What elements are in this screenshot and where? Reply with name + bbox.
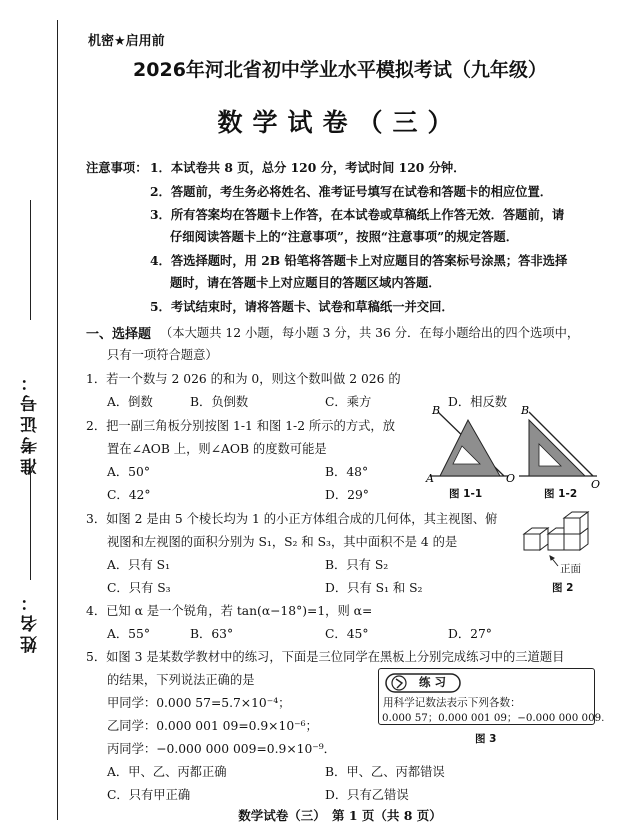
paper-title: 数学试卷（三） [217, 108, 463, 137]
practice-numbers: 0.000 57；0.000 001 09；−0.000 000 009. [382, 712, 605, 724]
fig1-1-label-a: A [426, 472, 434, 485]
practice-instruction: 用科学记数法表示下列各数： [383, 697, 521, 709]
q3-option-b[interactable]: B．只有 S₂ [325, 558, 389, 572]
q4-option-d[interactable]: D．27° [448, 627, 492, 641]
figure-1-1 [420, 400, 515, 488]
fig1-2-label-b: B [521, 404, 530, 417]
q4-option-c[interactable]: C．45° [325, 627, 369, 641]
q4-stem: 4．已知 α 是一个锐角，若 tan(α−18°)=1，则 α= [86, 604, 373, 618]
figure-1-2 [515, 400, 600, 488]
q2-option-d[interactable]: D．29° [325, 488, 369, 502]
fig3-caption: 图 3 [475, 733, 497, 745]
q2-option-c[interactable]: C．42° [107, 488, 151, 502]
q3-option-c[interactable]: C．只有 S₃ [107, 581, 171, 595]
q5-option-a[interactable]: A．甲、乙、丙都正确 [107, 765, 227, 779]
candidate-no-blank-line[interactable] [30, 200, 31, 320]
q5-option-b[interactable]: B．甲、乙、丙都错误 [325, 765, 445, 779]
q3-option-d[interactable]: D．只有 S₁ 和 S₂ [325, 581, 423, 595]
q2-stem-cont: 置在∠AOB 上，则∠AOB 的度数可能是 [107, 442, 327, 456]
name-blank-line[interactable] [30, 470, 31, 580]
q4-option-a[interactable]: A．55° [107, 627, 150, 641]
q2-option-a[interactable]: A．50° [107, 465, 150, 479]
q1-option-d[interactable]: D．相反数 [448, 395, 508, 409]
note-3-cont: 仔细阅读答题卡上的“注意事项”，按照“注意事项”的规定答题． [170, 229, 519, 244]
q5-student-bing: 丙同学：−0.000 000 009=0.9×10⁻⁹． [107, 742, 336, 756]
note-1: 1．本试卷共 8 页，总分 120 分，考试时间 120 分钟． [150, 160, 466, 175]
fig2-caption: 图 2 [552, 582, 574, 594]
fig1-1-label-o: O [506, 472, 515, 485]
name-label: 姓名： [21, 590, 41, 653]
q5-stem: 5．如图 3 是某数学教材中的练习，下面是三位同学在黑板上分别完成练习中的三道题目 [86, 650, 565, 664]
q3-option-a[interactable]: A．只有 S₁ [107, 558, 171, 572]
note-5: 5．考试结束时，请将答题卡、试卷和草稿纸一并交回． [150, 299, 454, 314]
fig2-front-label: 正面 [560, 563, 581, 575]
q5-stem-cont: 的结果，下列说法正确的是 [107, 673, 255, 687]
q5-student-jia: 甲同学：0.000 57=5.7×10⁻⁴； [107, 696, 291, 710]
note-4: 4．答选择题时，用 2B 铅笔将答题卡上对应题目的答案标号涂黑；答非选择 [150, 253, 568, 268]
practice-title: 练 习 [419, 675, 447, 689]
q4-option-b[interactable]: B．63° [190, 627, 234, 641]
q5-student-yi: 乙同学：0.000 001 09=0.9×10⁻⁶； [107, 719, 318, 733]
note-2: 2．答题前，考生务必将姓名、准考证号填写在试卷和答题卡的相应位置． [150, 184, 553, 199]
exam-title: 2026年河北省初中学业水平模拟考试（九年级） [133, 59, 547, 81]
section-desc-cont: 只有一项符合题意） [107, 348, 218, 362]
fig1-2-caption: 图 1-2 [544, 488, 578, 500]
notes-label: 注意事项： [86, 160, 148, 175]
q5-option-d[interactable]: D．只有乙错误 [325, 788, 409, 802]
binding-rule [57, 20, 58, 820]
page-footer: 数学试卷（三） 第 1 页（共 8 页） [238, 808, 442, 823]
figure-3-practice-box [378, 668, 605, 725]
note-3: 3．所有答案均在答题卡上作答，在本试卷或草稿纸上作答无效．答题前，请 [150, 207, 565, 222]
q5-option-c[interactable]: C．只有甲正确 [107, 788, 191, 802]
q3-stem-cont: 视图和左视图的面积分别为 S₁，S₂ 和 S₃，其中面积不是 4 的是 [107, 535, 458, 549]
q1-option-a[interactable]: A．倒数 [107, 395, 153, 409]
candidate-no-label: 准考证号： [21, 370, 41, 475]
fig1-2-label-o: O [591, 478, 600, 488]
q1-option-b[interactable]: B．负倒数 [190, 395, 249, 409]
fig1-1-caption: 图 1-1 [449, 488, 483, 500]
section-heading: 一、选择题 [86, 327, 152, 342]
q2-stem: 2．把一副三角板分别按图 1-1 和图 1-2 所示的方式，放 [86, 419, 396, 433]
q3-stem: 3．如图 2 是由 5 个棱长均为 1 的小正方体组合成的几何体，其主视图、俯 [86, 512, 498, 526]
confidential-mark: 机密★启用前 [88, 34, 165, 49]
note-4-cont: 题时，请在答题卡上对应题目的答题区域内答题． [170, 275, 441, 290]
section-desc: （本大题共 12 小题，每小题 3 分，共 36 分．在每小题给出的四个选项中， [160, 326, 580, 340]
q2-option-b[interactable]: B．48° [325, 465, 369, 479]
q1-stem: 1．若一个数与 2 026 的和为 0，则这个数叫做 2 026 的 [86, 372, 401, 386]
q1-option-c[interactable]: C．乘方 [325, 395, 372, 409]
fig1-1-label-b: B [432, 404, 441, 417]
